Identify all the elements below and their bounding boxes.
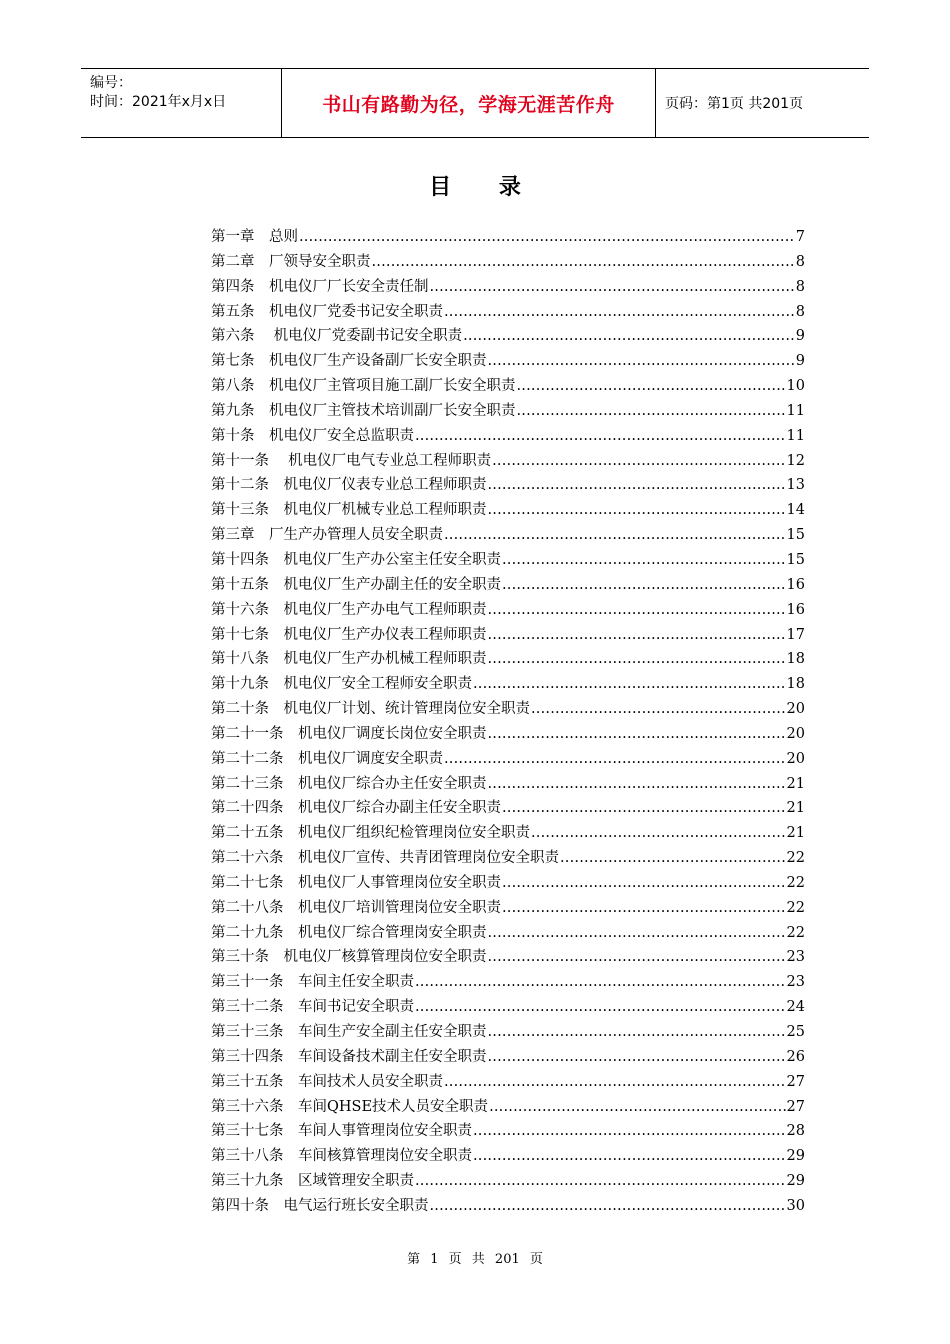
toc-entry-page: 20 [786, 725, 805, 742]
toc-entry[interactable] [211, 573, 805, 598]
toc-entry[interactable] [211, 1070, 805, 1095]
header-left-cell [81, 69, 281, 137]
toc-entry-page: 13 [786, 477, 805, 494]
toc-entry-label: 第九条 机电仪厂主管技术培训副厂长安全职责 [211, 402, 516, 419]
toc-entry[interactable] [211, 498, 805, 523]
toc-entry-label: 第三十二条 车间书记安全职责 [211, 999, 414, 1016]
toc-entry[interactable] [211, 598, 805, 623]
toc-entry-page: 7 [795, 229, 805, 245]
toc-leader-dots [473, 1148, 786, 1164]
toc-entry-label: 第十条 机电仪厂安全总监职责 [211, 427, 414, 444]
toc-leader-dots [488, 353, 795, 369]
toc-entry-label: 第三十六条 车间QHSE技术人员安全职责 [211, 1098, 489, 1115]
toc-entry-page: 15 [786, 527, 805, 544]
toc-entry-label: 第三十一条 车间主任安全职责 [211, 974, 414, 991]
page-footer: 第 1 页 共 201 页 [407, 1252, 543, 1267]
toc-leader-dots [488, 925, 786, 941]
toc-entry-page: 9 [795, 328, 805, 345]
toc-entry-label: 第三十条 机电仪厂核算管理岗位安全职责 [211, 949, 487, 966]
toc-entry[interactable] [211, 647, 805, 672]
toc-entry[interactable] [211, 1194, 805, 1219]
toc-entry-label: 第十二条 机电仪厂仪表专业总工程师职责 [211, 477, 487, 494]
toc-entry-page: 11 [786, 427, 805, 444]
toc-entry[interactable] [211, 523, 805, 548]
toc-entry-label: 第一章 总则 [211, 229, 298, 245]
toc-entry-label: 第二十一条 机电仪厂调度长岗位安全职责 [211, 725, 487, 742]
toc-leader-dots [430, 279, 795, 295]
toc-entry[interactable] [211, 697, 805, 722]
toc-entry-page: 17 [786, 626, 805, 643]
toc-entry-label: 第二十九条 机电仪厂综合管理岗安全职责 [211, 924, 487, 941]
toc-entry[interactable] [211, 995, 805, 1020]
toc-entry-label: 第十三条 机电仪厂机械专业总工程师职责 [211, 502, 487, 519]
toc-leader-dots [517, 378, 786, 394]
toc-leader-dots [502, 552, 786, 568]
toc-entry[interactable] [211, 1169, 805, 1194]
toc-entry[interactable] [211, 921, 805, 946]
toc-entry-label: 第十一条 机电仪厂电气专业总工程师职责 [211, 452, 492, 469]
toc-leader-dots [473, 1123, 786, 1139]
toc-leader-dots [489, 1099, 785, 1115]
toc-entry-label: 第三十三条 车间生产安全副主任安全职责 [211, 1024, 487, 1040]
toc-entry-page: 30 [786, 1197, 805, 1214]
toc-leader-dots [415, 974, 786, 990]
toc-entry-page: 20 [786, 750, 805, 767]
toc-entry[interactable] [211, 672, 805, 697]
toc-entry-page: 8 [795, 278, 805, 295]
toc-entry[interactable] [211, 424, 805, 449]
toc-entry-label: 第三十五条 车间技术人员安全职责 [211, 1073, 443, 1090]
toc-leader-dots [488, 949, 786, 965]
toc-entry-label: 第三十八条 车间核算管理岗位安全职责 [211, 1148, 472, 1165]
toc-entry[interactable] [211, 374, 805, 399]
toc-entry-label: 第五条 机电仪厂党委书记安全职责 [211, 303, 443, 320]
toc-entry-page: 25 [786, 1024, 805, 1040]
toc-entry-label: 第十四条 机电仪厂生产办公室主任安全职责 [211, 551, 501, 568]
toc-entry-page: 24 [786, 999, 805, 1016]
toc-entry-label: 第六条 机电仪厂党委副书记安全职责 [211, 328, 463, 345]
toc-leader-dots [444, 527, 786, 543]
toc-entry-label: 第八条 机电仪厂主管项目施工副厂长安全职责 [211, 378, 516, 395]
table-of-contents [211, 225, 805, 1219]
toc-entry-label: 第三十九条 区域管理安全职责 [211, 1173, 414, 1190]
toc-entry-page: 8 [795, 303, 805, 320]
toc-entry[interactable] [211, 970, 805, 995]
toc-leader-dots [502, 577, 786, 593]
toc-entry-page: 16 [786, 576, 805, 593]
toc-entry[interactable] [211, 945, 805, 970]
toc-entry-page: 9 [795, 353, 805, 370]
date-label: 时间：2021年x月x日 [90, 94, 227, 110]
toc-entry[interactable] [211, 473, 805, 498]
toc-entry-page: 22 [786, 850, 805, 867]
toc-leader-dots [502, 800, 786, 816]
toc-entry[interactable] [211, 449, 805, 474]
toc-entry-label: 第二十四条 机电仪厂综合办副主任安全职责 [211, 800, 501, 817]
toc-leader-dots [531, 825, 786, 841]
number-label: 编号： [90, 75, 132, 91]
toc-entry-page: 21 [786, 825, 805, 842]
toc-leader-dots [488, 1049, 786, 1065]
toc-leader-dots [492, 453, 785, 469]
toc-entry-page: 15 [786, 551, 805, 568]
toc-entry[interactable] [211, 871, 805, 896]
toc-entry-label: 第三十七条 车间人事管理岗位安全职责 [211, 1123, 472, 1140]
toc-entry-page: 23 [786, 949, 805, 966]
toc-entry-page: 23 [786, 974, 805, 991]
toc-entry-page: 12 [786, 452, 805, 469]
toc-entry-label: 第十七条 机电仪厂生产办仪表工程师职责 [211, 626, 487, 643]
toc-entry[interactable] [211, 548, 805, 573]
toc-entry-page: 26 [786, 1048, 805, 1065]
toc-entry-label: 第二十二条 机电仪厂调度安全职责 [211, 750, 443, 767]
toc-entry[interactable] [211, 772, 805, 797]
toc-entry[interactable] [211, 846, 805, 871]
toc-leader-dots [488, 776, 786, 792]
toc-entry-page: 27 [786, 1073, 805, 1090]
toc-entry[interactable] [211, 1045, 805, 1070]
toc-entry[interactable] [211, 796, 805, 821]
toc-entry[interactable] [211, 747, 805, 772]
toc-entry-page: 18 [786, 651, 805, 668]
toc-entry-page: 21 [786, 800, 805, 817]
toc-leader-dots [444, 751, 786, 767]
toc-leader-dots [430, 1198, 786, 1214]
toc-leader-dots [488, 726, 786, 742]
toc-entry[interactable] [211, 1119, 805, 1144]
toc-entry-label: 第四十条 电气运行班长安全职责 [211, 1197, 429, 1214]
toc-entry-label: 第二章 厂领导安全职责 [211, 253, 371, 270]
toc-leader-dots [415, 1173, 786, 1189]
toc-entry-page: 29 [786, 1173, 805, 1190]
toc-leader-dots [488, 1024, 786, 1040]
toc-entry[interactable] [211, 722, 805, 747]
toc-entry[interactable] [211, 1020, 805, 1045]
toc-entry[interactable] [211, 324, 805, 349]
toc-entry[interactable] [211, 399, 805, 424]
toc-entry[interactable] [211, 1144, 805, 1169]
toc-entry-label: 第四条 机电仪厂厂长安全责任制 [211, 278, 429, 295]
toc-leader-dots [488, 477, 786, 493]
toc-leader-dots [415, 999, 786, 1015]
toc-entry[interactable] [211, 1095, 805, 1120]
toc-entry[interactable] [211, 349, 805, 374]
toc-entry-label: 第二十五条 机电仪厂组织纪检管理岗位安全职责 [211, 825, 530, 842]
toc-leader-dots [502, 900, 786, 916]
page-info: 页码：第1页 共201页 [665, 96, 804, 112]
toc-entry-page: 10 [786, 378, 805, 395]
toc-leader-dots [488, 627, 786, 643]
toc-leader-dots [488, 602, 786, 618]
toc-leader-dots [372, 254, 795, 270]
toc-entry-label: 第二十三条 机电仪厂综合办主任安全职责 [211, 775, 487, 792]
toc-entry-page: 22 [786, 924, 805, 941]
toc-entry[interactable] [211, 225, 805, 250]
toc-entry-label: 第二十七条 机电仪厂人事管理岗位安全职责 [211, 874, 501, 891]
toc-entry-page: 20 [786, 701, 805, 718]
toc-leader-dots [415, 428, 786, 444]
toc-leader-dots [560, 850, 786, 866]
toc-entry[interactable] [211, 821, 805, 846]
toc-leader-dots [444, 1074, 786, 1090]
toc-entry-label: 第三章 厂生产办管理人员安全职责 [211, 527, 443, 544]
toc-leader-dots [502, 875, 786, 891]
toc-entry-page: 22 [786, 874, 805, 891]
header-table [81, 68, 869, 138]
page-title: 目 录 [429, 175, 541, 200]
toc-leader-dots [473, 676, 786, 692]
toc-entry[interactable] [211, 623, 805, 648]
toc-entry-page: 11 [786, 402, 805, 419]
toc-leader-dots [488, 651, 786, 667]
toc-entry-page: 22 [786, 899, 805, 916]
toc-entry-label: 第二十六条 机电仪厂宣传、共青团管理岗位安全职责 [211, 850, 559, 867]
toc-entry-page: 27 [786, 1098, 805, 1115]
toc-entry-label: 第十五条 机电仪厂生产办副主任的安全职责 [211, 576, 501, 593]
toc-leader-dots [463, 328, 795, 344]
toc-entry[interactable] [211, 300, 805, 325]
toc-leader-dots [517, 403, 786, 419]
toc-entry-label: 第三十四条 车间设备技术副主任安全职责 [211, 1048, 487, 1065]
toc-entry-page: 8 [795, 253, 805, 270]
toc-entry-page: 21 [786, 775, 805, 792]
toc-entry-page: 18 [786, 676, 805, 693]
toc-entry-label: 第十六条 机电仪厂生产办电气工程师职责 [211, 601, 487, 618]
motto: 书山有路勤为径，学海无涯苦作舟 [281, 69, 656, 137]
toc-entry-label: 第七条 机电仪厂生产设备副厂长安全职责 [211, 353, 487, 370]
toc-entry[interactable] [211, 275, 805, 300]
toc-entry-label: 第二十条 机电仪厂计划、统计管理岗位安全职责 [211, 701, 530, 718]
toc-leader-dots [299, 229, 795, 245]
toc-entry[interactable] [211, 896, 805, 921]
toc-entry-page: 29 [786, 1148, 805, 1165]
toc-entry[interactable] [211, 250, 805, 275]
toc-entry-label: 第十九条 机电仪厂安全工程师安全职责 [211, 676, 472, 693]
toc-entry-label: 第二十八条 机电仪厂培训管理岗位安全职责 [211, 899, 501, 916]
toc-leader-dots [488, 502, 786, 518]
toc-entry-page: 16 [786, 601, 805, 618]
toc-leader-dots [531, 701, 786, 717]
toc-leader-dots [444, 304, 795, 320]
toc-entry-page: 28 [786, 1123, 805, 1140]
toc-entry-page: 14 [786, 502, 805, 519]
toc-entry-label: 第十八条 机电仪厂生产办机械工程师职责 [211, 651, 487, 668]
